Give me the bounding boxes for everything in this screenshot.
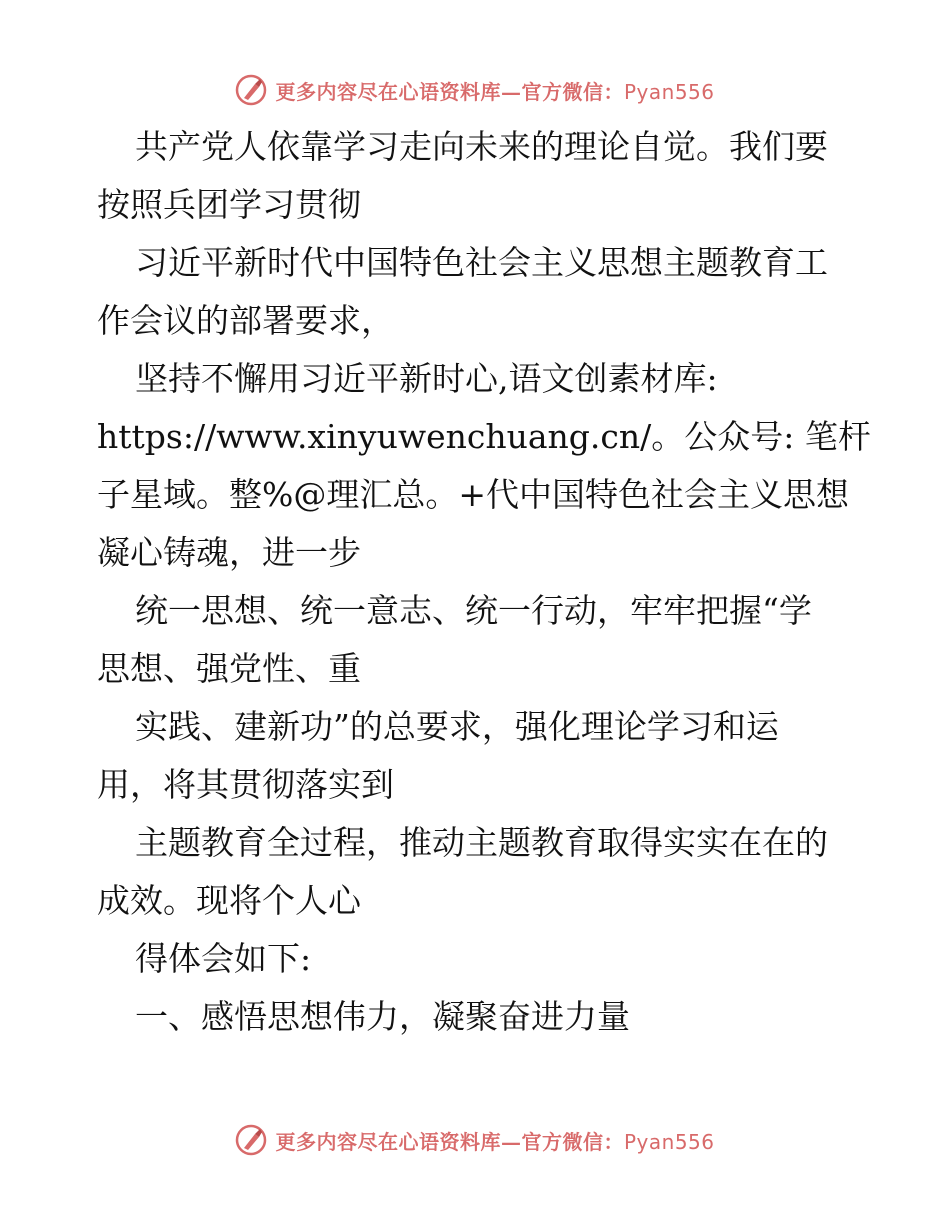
quill-pen-logo-icon <box>235 1124 267 1156</box>
document-body <box>97 118 871 1046</box>
quill-pen-logo-icon <box>235 74 267 106</box>
text-line: 思想、强党性、重 <box>97 649 361 688</box>
text-line: 实践、建新功”的总要求，强化理论学习和运 <box>135 707 779 746</box>
text-line: 成效。现将个人心 <box>97 881 361 920</box>
watermark-wechat-id: Pyan556 <box>623 1129 715 1154</box>
text-line: 按照兵团学习贯彻 <box>97 185 361 224</box>
watermark-wechat-id: Pyan556 <box>623 79 715 104</box>
text-line: 统一思想、统一意志、统一行动，牢牢把握“学 <box>135 591 812 630</box>
watermark-text: 更多内容尽在心语资料库—官方微信：Pyan556 <box>275 79 715 104</box>
watermark-text: 更多内容尽在心语资料库—官方微信：Pyan556 <box>275 1129 715 1154</box>
text-line: 习近平新时代中国特色社会主义思想主题教育工 <box>135 243 828 282</box>
text-line: 主题教育全过程，推动主题教育取得实实在在的 <box>135 823 828 862</box>
text-line: 得体会如下: <box>135 939 312 978</box>
text-line: 一、感悟思想伟力，凝聚奋进力量 <box>135 997 630 1036</box>
text-line: https://www.xinyuwenchuang.cn/。公众号: 笔杆 <box>97 417 871 456</box>
text-line: 凝心铸魂，进一步 <box>97 533 361 572</box>
text-line: 用，将其贯彻落实到 <box>97 765 394 804</box>
text-line: 作会议的部署要求， <box>97 301 394 340</box>
text-line: 子星域。整%@理汇总。+代中国特色社会主义思想 <box>97 475 850 514</box>
text-line: 共产党人依靠学习走向未来的理论自觉。我们要 <box>135 127 828 166</box>
text-line: 坚持不懈用习近平新时心,语文创素材库: <box>135 359 718 398</box>
footer-watermark <box>0 1122 950 1158</box>
header-watermark <box>0 72 950 108</box>
